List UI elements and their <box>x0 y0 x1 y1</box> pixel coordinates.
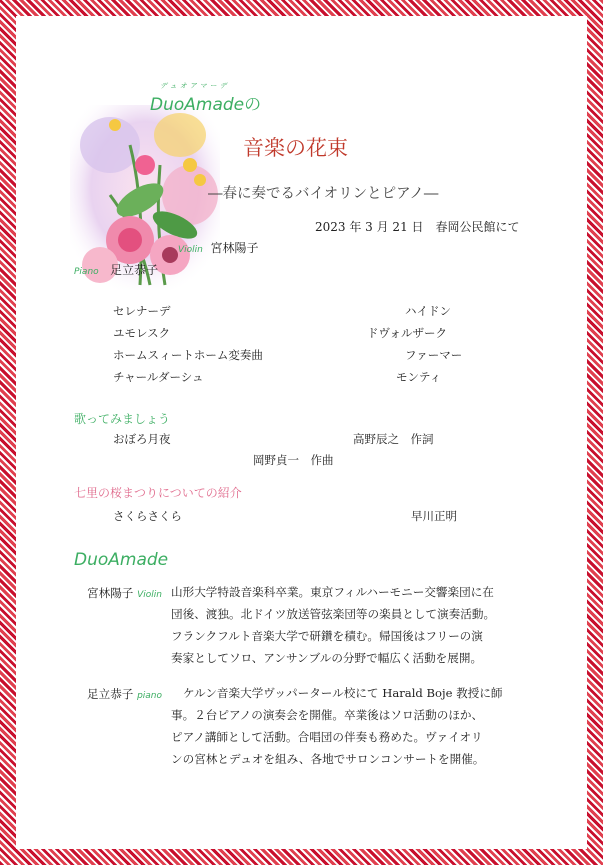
bio-line: ピアノ講師として活動。合唱団の伴奏も務めた。ヴァイオリ <box>171 730 483 744</box>
group-name <box>150 90 261 115</box>
profile-bio-piano-rest <box>171 704 484 770</box>
bio-line: 事。２台ピアノの演奏会を開催。卒業後はソロ活動のほか、 <box>171 708 484 722</box>
bio-line: 団後、渡独。北ドイツ放送管弦楽団等の楽員として演奏活動。 <box>171 607 496 621</box>
profile-member-piano <box>87 686 162 702</box>
program-title: セレナーデ <box>113 304 171 318</box>
profile-member-violin <box>87 585 162 601</box>
page-title: 音楽の花束 <box>243 136 348 160</box>
performer-name: 宮林陽子 <box>210 241 259 255</box>
performer-role: Violin <box>178 245 203 255</box>
performer-role: Piano <box>74 267 99 277</box>
program-composer: ドヴォルザーク <box>367 326 448 340</box>
bio-line: ンの宮林とデュオを組み、各地でサロンコンサートを開催。 <box>171 752 485 766</box>
group-name-text: DuoAmade <box>150 95 245 115</box>
program-composer: ハイドン <box>405 304 451 318</box>
page-subtitle: ―春に奏でるバイオリンとピアノ― <box>208 186 439 202</box>
program-composer: モンティ <box>396 370 442 384</box>
date-place: 2023 年 3 月 21 日 春岡公民館にて <box>315 220 520 234</box>
bio-line: 山形大学特設音楽科卒業。東京フィルハーモニー交響楽団に在 <box>171 585 494 599</box>
performer-name: 足立恭子 <box>110 263 159 277</box>
sing-composer: 岡野貞一 作曲 <box>253 453 334 467</box>
program-composer: ファーマー <box>405 348 463 362</box>
member-role: piano <box>137 691 163 701</box>
performer-piano <box>74 261 158 278</box>
group-name-suffix: の <box>244 95 262 115</box>
sing-lyricist: 高野辰之 作詞 <box>353 432 434 446</box>
intro-arranger: 早川正明 <box>411 509 457 523</box>
member-name: 宮林陽子 <box>87 586 134 600</box>
intro-song: さくらさくら <box>113 509 182 523</box>
sing-heading: 歌ってみましょう <box>74 412 171 426</box>
bio-line: 奏家としてソロ、アンサンブルの分野で幅広く活動を展開。 <box>171 651 483 665</box>
program-title: ホームスィートホーム変奏曲 <box>113 348 263 362</box>
group-name-ruby: デュオアマーデ <box>160 82 230 90</box>
profile-bio-violin <box>171 581 495 669</box>
bio-line: フランクフルト音楽大学で研鑽を積む。帰国後はフリーの演 <box>171 629 483 643</box>
member-role: Violin <box>137 590 162 600</box>
program-title: ユモレスク <box>113 326 171 340</box>
profile-bio-piano <box>183 682 503 704</box>
bio-line: ケルン音楽大学ヴッパータール校にて Harald Boje 教授に師 <box>183 686 503 700</box>
profile-heading: DuoAmade <box>74 550 169 570</box>
intro-heading: 七里の桜まつりについての紹介 <box>74 486 242 500</box>
sing-song: おぼろ月夜 <box>113 432 171 446</box>
program-title: チャールダーシュ <box>113 370 204 384</box>
performer-violin <box>178 239 259 256</box>
member-name: 足立恭子 <box>87 687 134 701</box>
